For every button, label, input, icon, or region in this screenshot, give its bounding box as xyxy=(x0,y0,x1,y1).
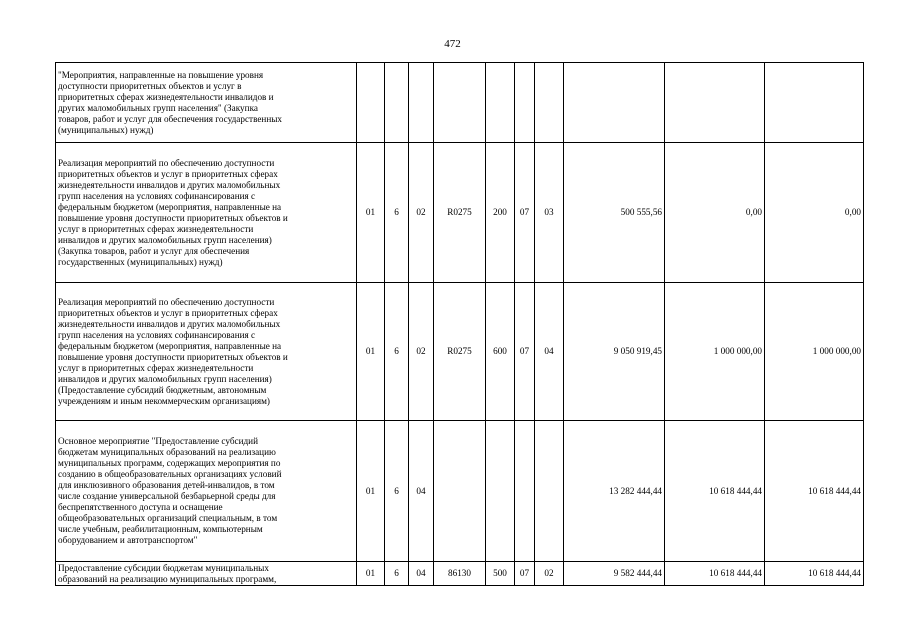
row-description: Предоставление субсидии бюджетам муниципальных образований на реализацию муниципальных программ, xyxy=(56,562,357,586)
table-row xyxy=(56,283,864,421)
cell-amount-year-2: 1 000 000,00 xyxy=(665,283,765,421)
cell-expense-type: 500 xyxy=(486,562,515,586)
table-row xyxy=(56,143,864,283)
cell-section xyxy=(515,421,535,562)
cell-amount-year-2: 10 618 444,44 xyxy=(665,421,765,562)
table-row xyxy=(56,421,864,562)
cell-subsection xyxy=(535,63,564,143)
cell-amount-year-2: 10 618 444,44 xyxy=(665,562,765,586)
row-description: Основное мероприятие "Предоставление субсидий бюджетам муниципальных образований на реализацию муниципальных программ, содержащих мероприятия по созданию в общеобразовательных организациях условий для инклюзивного образования детей-инвалидов, в том числе создание универсальной безбарьерной среды для беспрепятственного доступа и оснащение общеобразовательных организаций специальным, в том числе учебным, реабилитационным, компьютерным оборудованием и автотранспортом" xyxy=(56,421,357,562)
cell-code-2: 6 xyxy=(385,562,409,586)
cell-expense-type: 200 xyxy=(486,143,515,283)
cell-code-1: 01 xyxy=(357,283,385,421)
cell-code-3: 02 xyxy=(409,143,434,283)
cell-code-2 xyxy=(385,63,409,143)
cell-code-3: 04 xyxy=(409,562,434,586)
cell-target-article xyxy=(434,63,486,143)
cell-amount-year-1: 9 582 444,44 xyxy=(564,562,665,586)
row-description: "Мероприятия, направленные на повышение уровня доступности приоритетных объектов и услуг в приоритетных сферах жизнедеятельности инвалидов и других маломобильных групп населения" (Закупка товаров, работ и услуг для обеспечения государственных (муниципальных) нужд) xyxy=(56,63,357,143)
cell-code-1 xyxy=(357,63,385,143)
cell-subsection xyxy=(535,421,564,562)
cell-expense-type xyxy=(486,421,515,562)
cell-subsection: 04 xyxy=(535,283,564,421)
cell-amount-year-3: 0,00 xyxy=(765,143,864,283)
cell-amount-year-3: 10 618 444,44 xyxy=(765,421,864,562)
cell-amount-year-1 xyxy=(564,63,665,143)
cell-amount-year-1: 13 282 444,44 xyxy=(564,421,665,562)
cell-code-3 xyxy=(409,63,434,143)
page-number: 472 xyxy=(444,38,461,50)
cell-expense-type: 600 xyxy=(486,283,515,421)
cell-code-2: 6 xyxy=(385,421,409,562)
cell-code-3: 02 xyxy=(409,283,434,421)
row-description: Реализация мероприятий по обеспечению доступности приоритетных объектов и услуг в приоритетных сферах жизнедеятельности инвалидов и других маломобильных групп населения на условиях софинансирования с федеральным бюджетом (мероприятия, направленные на повышение уровня доступности приоритетных объектов и услуг в приоритетных сферах жизнедеятельности инвалидов и других маломобильных групп населения) (Предоставление субсидий бюджетным, автономным учреждениям и иным некоммерческим организациям) xyxy=(56,283,357,421)
cell-code-1: 01 xyxy=(357,421,385,562)
cell-target-article: R0275 xyxy=(434,283,486,421)
cell-amount-year-1: 9 050 919,45 xyxy=(564,283,665,421)
cell-amount-year-2 xyxy=(665,63,765,143)
cell-amount-year-1: 500 555,56 xyxy=(564,143,665,283)
cell-code-2: 6 xyxy=(385,143,409,283)
cell-amount-year-2: 0,00 xyxy=(665,143,765,283)
cell-target-article xyxy=(434,421,486,562)
cell-amount-year-3 xyxy=(765,63,864,143)
cell-amount-year-3: 10 618 444,44 xyxy=(765,562,864,586)
cell-section: 07 xyxy=(515,283,535,421)
table-row xyxy=(56,562,864,586)
cell-section: 07 xyxy=(515,143,535,283)
cell-target-article: R0275 xyxy=(434,143,486,283)
cell-target-article: 86130 xyxy=(434,562,486,586)
cell-code-1: 01 xyxy=(357,143,385,283)
cell-subsection: 03 xyxy=(535,143,564,283)
row-description: Реализация мероприятий по обеспечению доступности приоритетных объектов и услуг в приоритетных сферах жизнедеятельности инвалидов и других маломобильных групп населения на условиях софинансирования с федеральным бюджетом (мероприятия, направленные на повышение уровня доступности приоритетных объектов и услуг в приоритетных сферах жизнедеятельности инвалидов и других маломобильных групп населения) (Закупка товаров, работ и услуг для обеспечения государственных (муниципальных) нужд) xyxy=(56,143,357,283)
cell-code-1: 01 xyxy=(357,562,385,586)
cell-section: 07 xyxy=(515,562,535,586)
cell-subsection: 02 xyxy=(535,562,564,586)
cell-expense-type xyxy=(486,63,515,143)
cell-code-3: 04 xyxy=(409,421,434,562)
cell-amount-year-3: 1 000 000,00 xyxy=(765,283,864,421)
cell-code-2: 6 xyxy=(385,283,409,421)
table-row xyxy=(56,63,864,143)
cell-section xyxy=(515,63,535,143)
budget-table xyxy=(55,62,864,586)
